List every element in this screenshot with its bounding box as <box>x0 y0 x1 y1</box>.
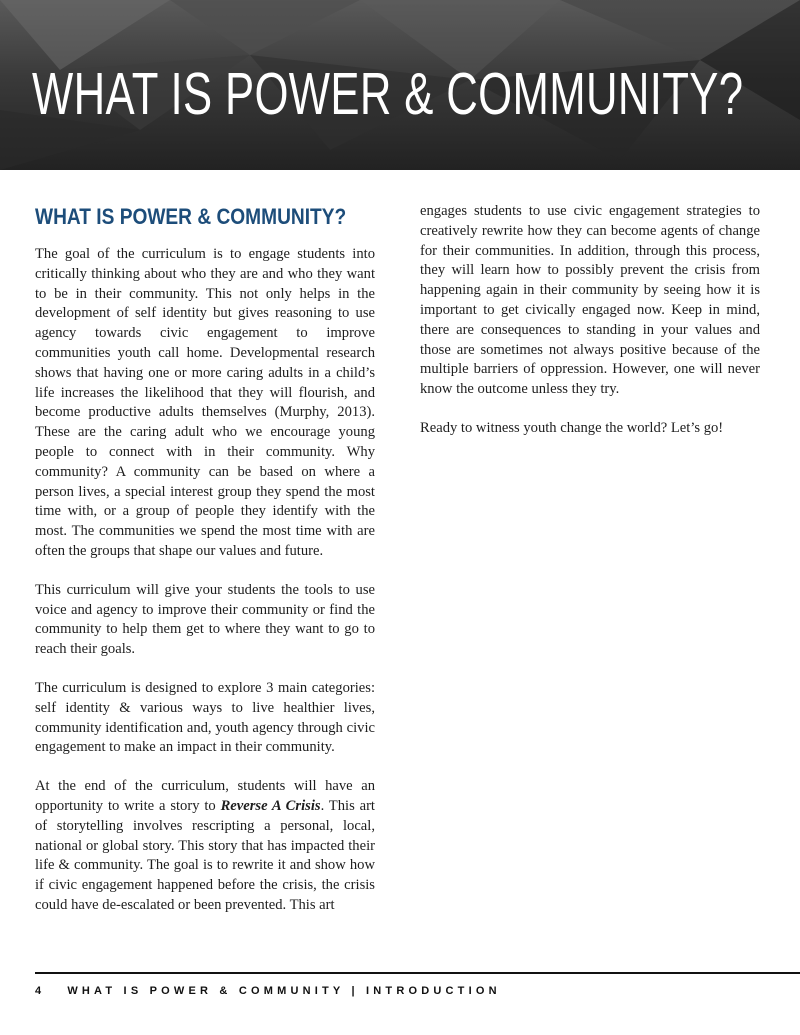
left-column <box>35 200 375 935</box>
right-column <box>420 202 760 458</box>
story-paragraph-continuation: . This art of storytelling involves rescripting a personal, local, national or global story. This story that has impacted their life & community. The goal is to rewrite it and show how if civic engagement happened before the crisis, the crisis could have de-escalated or been prevented. This art <box>35 797 375 913</box>
section-heading: WHAT IS POWER & COMMUNITY? <box>35 204 347 229</box>
story-paragraph-text: At the end of the curriculum, students will have an opportunity to write a story to <box>35 778 375 814</box>
header-banner <box>0 0 800 170</box>
story-paragraph-end: engages students to use civic engagement strategies to creatively rewrite how they can become agents of change for their communities. In addition, through this process, they will learn how to possibly prevent the crisis from happening again in their community by seeing how it is important to get civically engaged now. Keep in mind, there are consequences to standing in your values and those are sometimes not always positive because of the multiple barriers of oppression. However, one will never know the outcome unless they try. <box>420 203 760 398</box>
reverse-a-crisis-emphasis: Reverse A Crisis <box>220 797 321 814</box>
page-footer <box>35 985 501 997</box>
page-number: 4 <box>35 985 46 997</box>
footer-running-title: WHAT IS POWER & COMMUNITY | INTRODUCTION <box>67 985 501 997</box>
intro-paragraph: The goal of the curriculum is to engage students into critically thinking about who they are and who they want to be in their community. This not only helps in the development of self identity but gives reasoning to use agency towards civic engagement to improve communities youth call home. Developmental research shows that having one or more caring adults in a child’s life increases the likelihood that they will flourish, and become productive adults themselves (Murphy, 2013). These are the caring adult who we encourage young people to connect with in their community. Why community? A community can be based on where a person lives, a special interest group they spend the most time with, or a group of people they identify with the most. The communities we spend the most time with are often the groups that shape our values and future. <box>35 246 375 559</box>
closing-paragraph: Ready to witness youth change the world? Let’s go! <box>420 419 724 436</box>
tools-paragraph: This curriculum will give your students the tools to use voice and agency to improve their community or find the community to help them get to where they want to go to reach their goals. <box>35 581 375 658</box>
footer-divider <box>35 972 800 974</box>
banner-title: WHAT IS POWER & COMMUNITY? <box>32 61 744 127</box>
categories-paragraph: The curriculum is designed to explore 3 main categories: self identity & various ways to live healthier lives, community identification and, youth agency through civic engagement to make an impact in their community. <box>35 679 375 756</box>
story-paragraph-start <box>35 777 375 916</box>
